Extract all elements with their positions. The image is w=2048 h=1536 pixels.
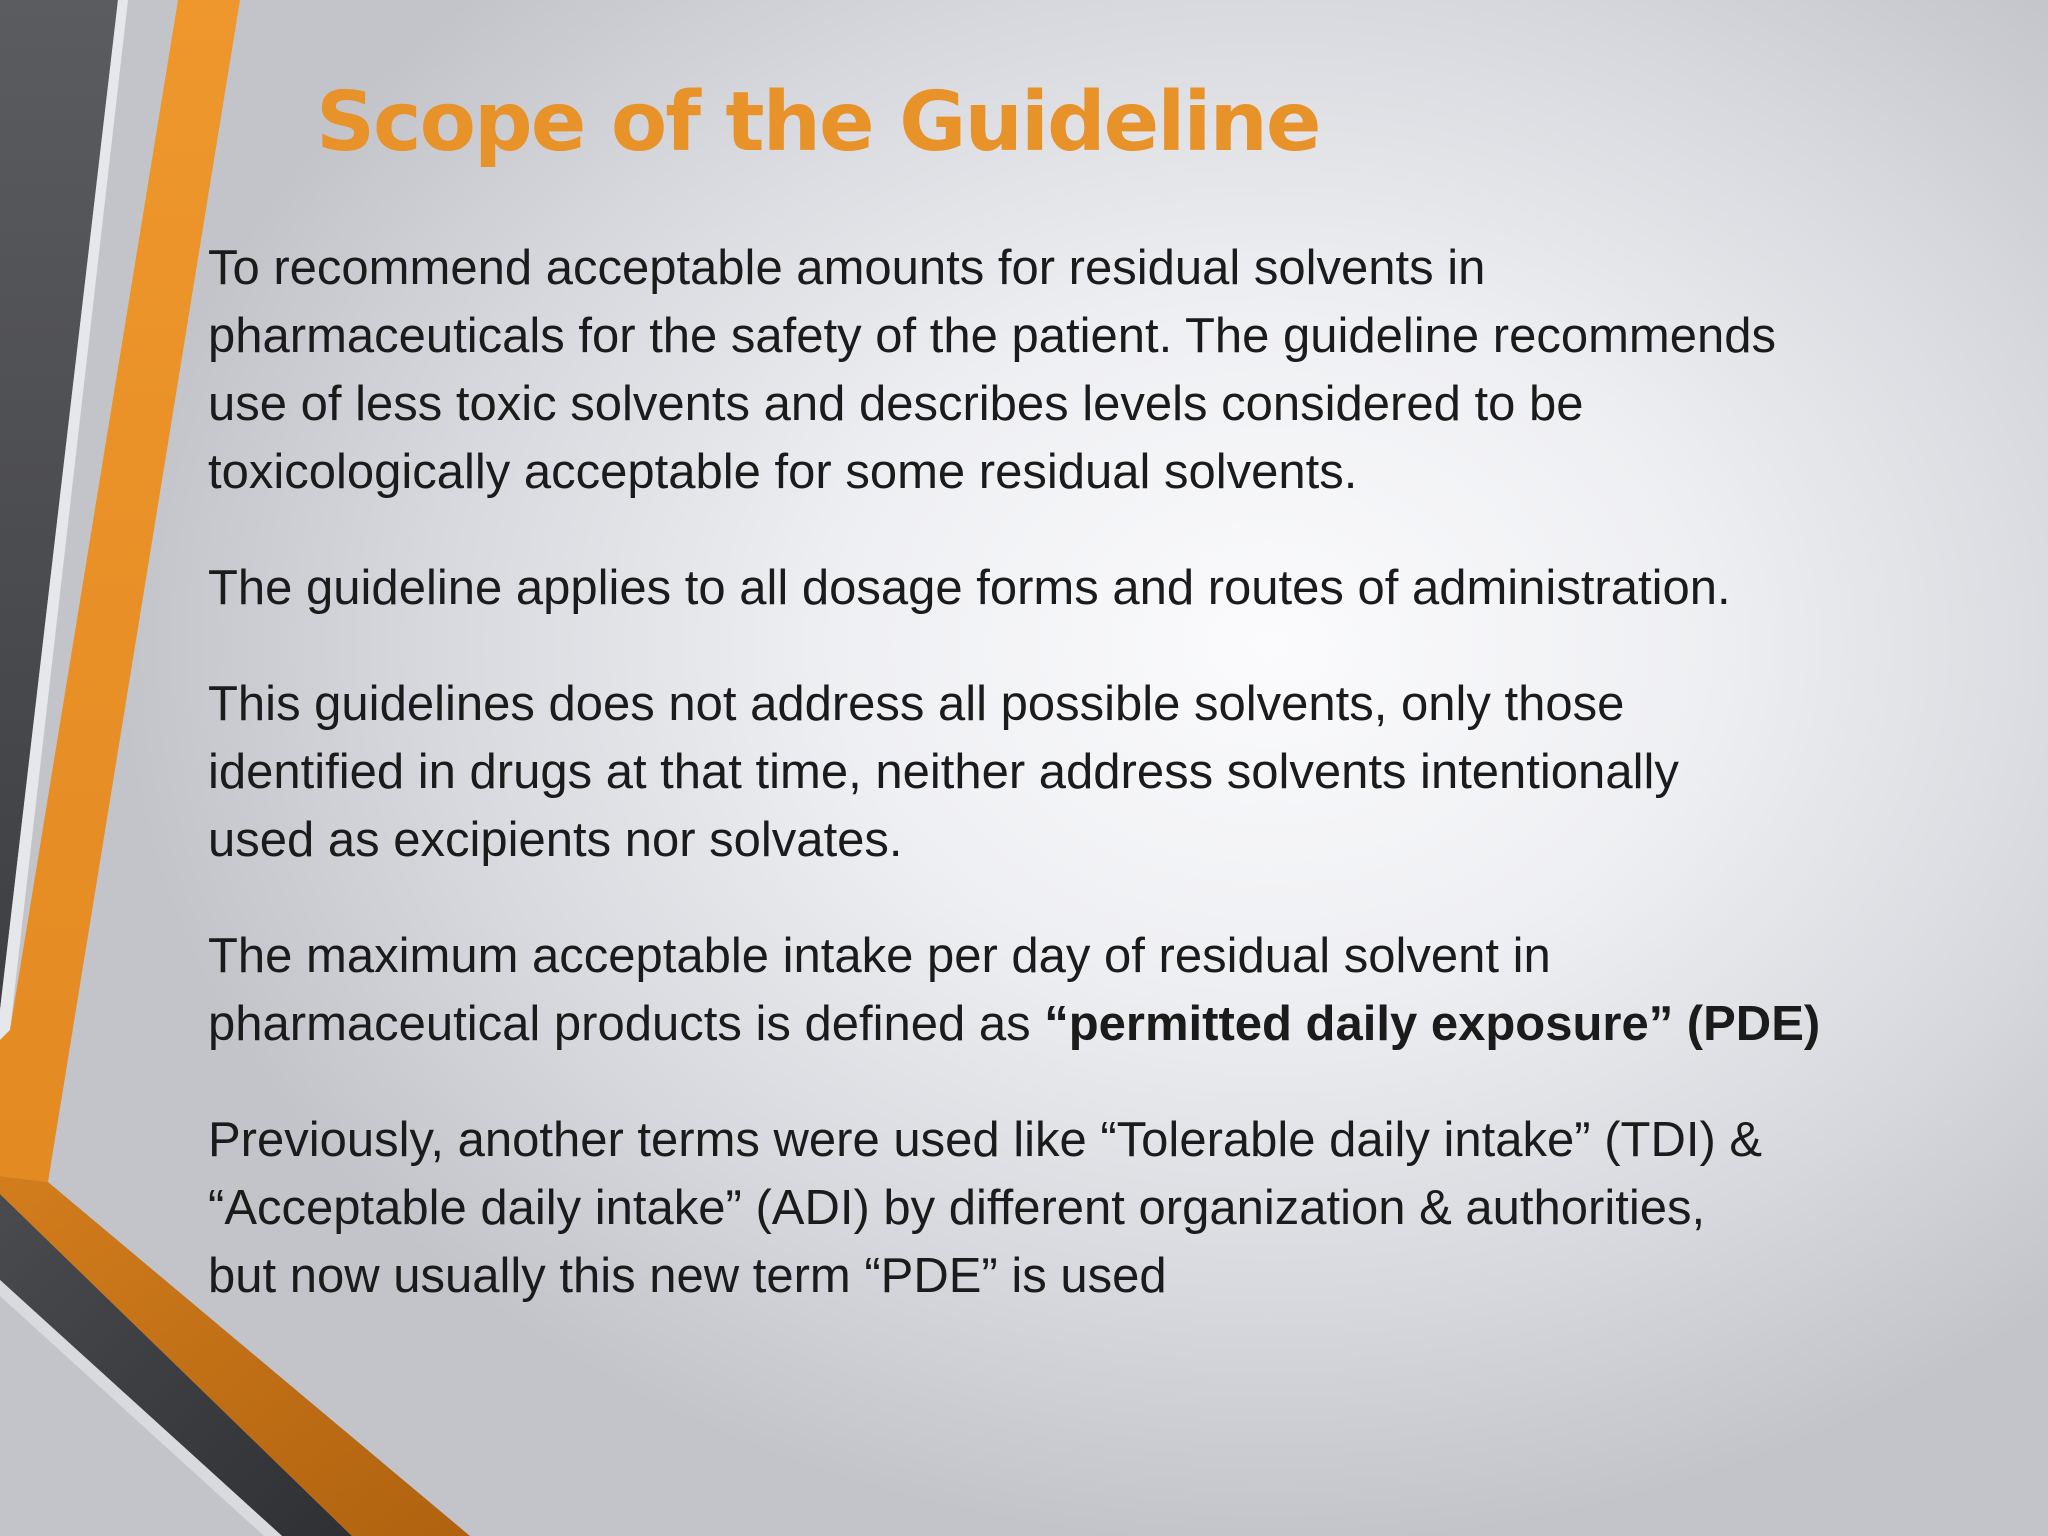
text-line-with-emphasis [208, 990, 2008, 1058]
text-line: pharmaceuticals for the safety of the patient. The guideline recommends [208, 309, 1776, 363]
text-line: The guideline applies to all dosage forms and routes of administration. [208, 561, 1731, 615]
text-line: “Acceptable daily intake” (ADI) by different organization & authorities, [208, 1181, 1706, 1235]
paragraph-pde-definition [208, 922, 2008, 1058]
slide-title: Scope of the Guideline [316, 75, 1320, 170]
text-line: but now usually this new term “PDE” is used [208, 1249, 1167, 1303]
text-line: The maximum acceptable intake per day of residual solvent in [208, 929, 1551, 983]
pde-term-emphasis: “permitted daily exposure” (PDE) [1044, 997, 1821, 1051]
text-line: This guidelines does not address all possible solvents, only those [208, 677, 1625, 731]
paragraph-previous-terms [208, 1106, 2008, 1310]
text-line: identified in drugs at that time, neither address solvents intentionally [208, 745, 1679, 799]
paragraph-purpose [208, 234, 2008, 506]
text-line: To recommend acceptable amounts for residual solvents in [208, 241, 1486, 295]
slide-body [208, 234, 2008, 1358]
paragraph-limitations [208, 670, 2008, 874]
text-line: use of less toxic solvents and describes levels considered to be [208, 377, 1584, 431]
text-segment: pharmaceutical products is defined as [208, 997, 1045, 1051]
text-line: used as excipients nor solvates. [208, 813, 903, 867]
paragraph-applicability [208, 554, 2008, 622]
text-line: toxicologically acceptable for some residual solvents. [208, 445, 1358, 499]
text-line: Previously, another terms were used like “Tolerable daily intake” (TDI) & [208, 1113, 1763, 1167]
